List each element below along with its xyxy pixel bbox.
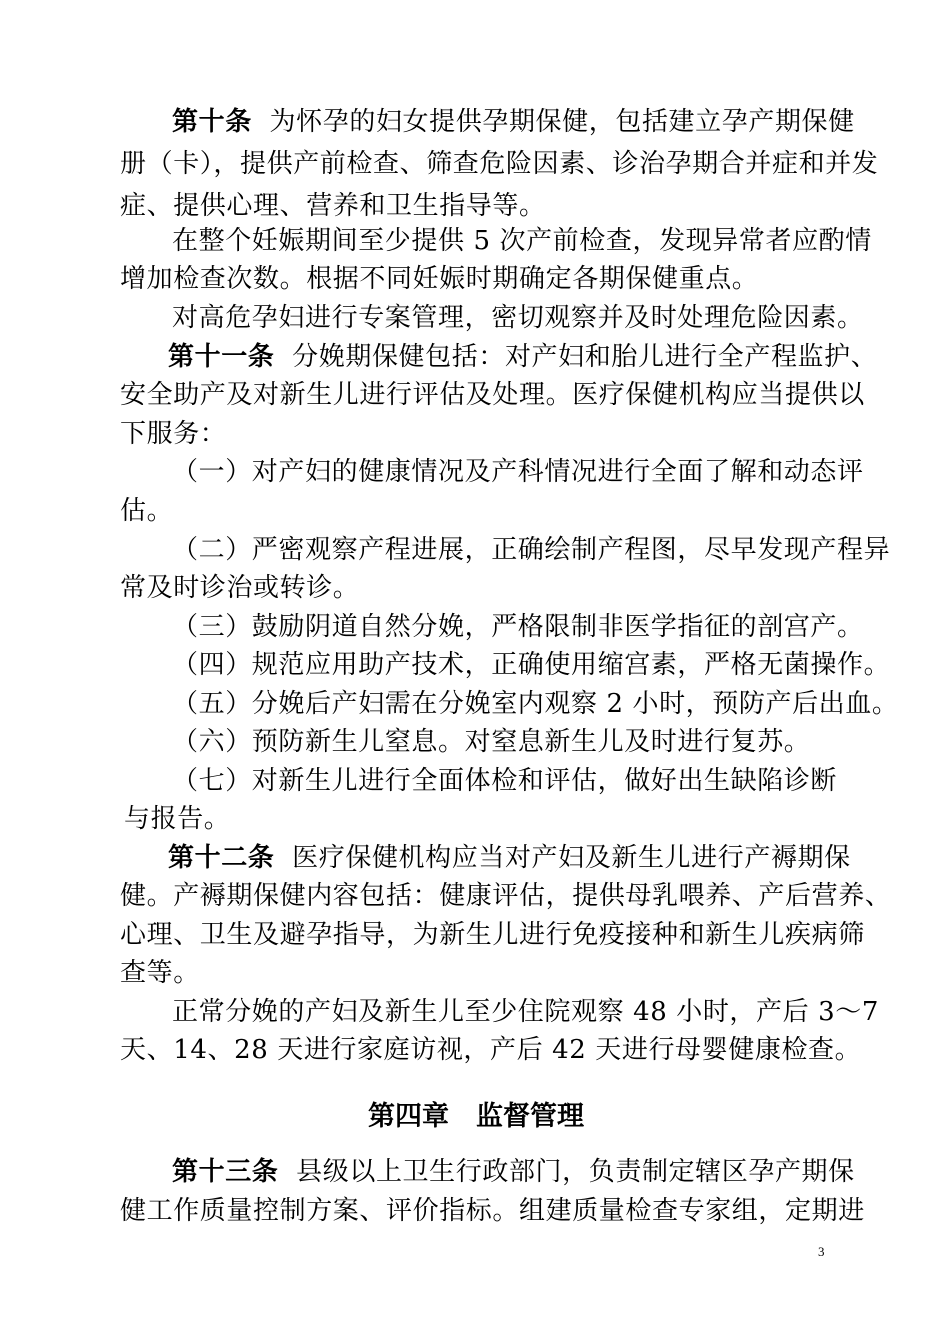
text-line: （四）规范应用助产技术，正确使用缩宫素，严格无菌操作。 xyxy=(172,650,891,680)
text-line: 健。产褥期保健内容包括：健康评估，提供母乳喂养、产后营养、 xyxy=(120,881,892,911)
text-line: 安全助产及对新生儿进行评估及处理。医疗保健机构应当提供以 xyxy=(120,380,865,410)
text-line: 健工作质量控制方案、评价指标。组建质量检查专家组，定期进 xyxy=(120,1196,865,1226)
text-line: 册（卡），提供产前检查、筛查危险因素、诊治孕期合并症和并发 xyxy=(120,149,879,179)
text-line: 对高危孕妇进行专案管理，密切观察并及时处理危险因素。 xyxy=(172,303,864,333)
article-13-line-1: 第十三条 县级以上卫生行政部门，负责制定辖区孕产期保 xyxy=(172,1157,855,1187)
text-line: （三）鼓励阴道自然分娩，严格限制非医学指征的剖宫产。 xyxy=(172,612,864,642)
text-line: 估。 xyxy=(120,496,174,526)
text-line: （五）分娩后产妇需在分娩室内观察 2 小时，预防产后出血。 xyxy=(172,689,899,719)
text-line: （六）预防新生儿窒息。对窒息新生儿及时进行复苏。 xyxy=(172,727,811,757)
text-line: 症、提供心理、营养和卫生指导等。 xyxy=(120,191,546,221)
article-label: 第十一条 xyxy=(168,342,275,372)
article-12-line-1: 第十二条 医疗保健机构应当对产妇及新生儿进行产褥期保 xyxy=(168,843,851,873)
text-line: （七）对新生儿进行全面体检和评估，做好出生缺陷诊断 xyxy=(172,766,838,796)
text-line: 常及时诊治或转诊。 xyxy=(120,573,360,603)
page-number: 3 xyxy=(818,1244,825,1259)
chapter-heading: 第四章 监督管理 xyxy=(368,1101,584,1132)
article-10-line-1: 第十条 为怀孕的妇女提供孕期保健，包括建立孕产期保健 xyxy=(172,107,855,137)
text-line: 在整个妊娠期间至少提供 5 次产前检查，发现异常者应酌情 xyxy=(172,226,872,256)
article-11-line-1: 第十一条 分娩期保健包括：对产妇和胎儿进行全产程监护、 xyxy=(168,342,878,372)
article-label: 第十条 xyxy=(172,107,252,137)
text-line: 下服务： xyxy=(120,419,227,449)
text-line: 天、14、28 天进行家庭访视，产后 42 天进行母婴健康检查。 xyxy=(120,1035,862,1065)
text-line: 正常分娩的产妇及新生儿至少住院观察 48 小时，产后 3～7 xyxy=(172,997,879,1027)
text-line: 增加检查次数。根据不同妊娠时期确定各期保健重点。 xyxy=(120,264,759,294)
text-line: （二）严密观察产程进展，正确绘制产程图，尽早发现产程异 xyxy=(172,535,891,565)
text-line: 心理、卫生及避孕指导，为新生儿进行免疫接种和新生儿疾病筛 xyxy=(120,920,865,950)
text-line: 查等。 xyxy=(120,958,200,988)
article-label: 第十二条 xyxy=(168,843,275,873)
article-label: 第十三条 xyxy=(172,1157,279,1187)
text-line: 与报告。 xyxy=(124,804,231,834)
text-line: （一）对产妇的健康情况及产科情况进行全面了解和动态评 xyxy=(172,457,864,487)
